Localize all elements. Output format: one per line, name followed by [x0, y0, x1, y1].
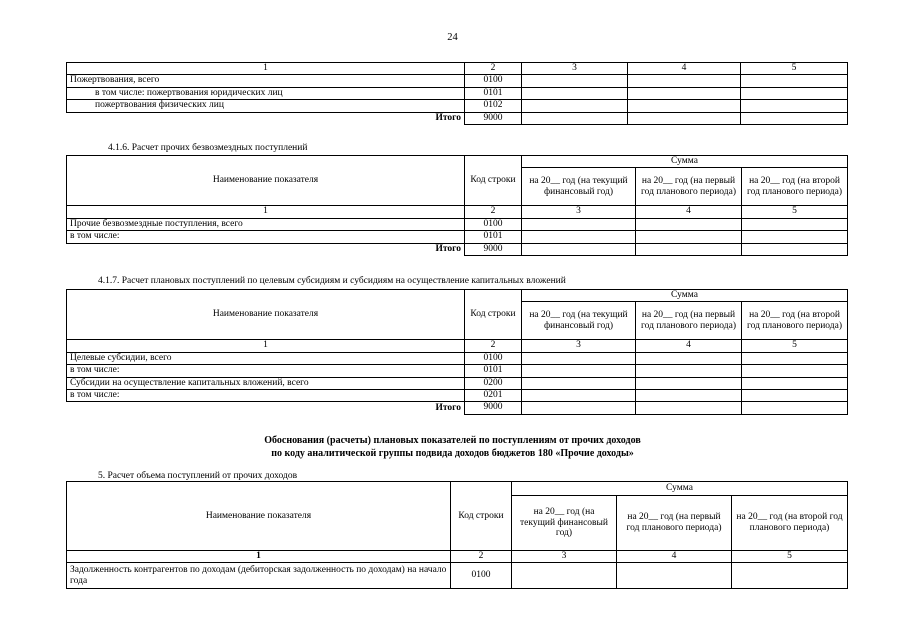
- cell-empty[interactable]: [636, 365, 742, 377]
- header-code: Код строки: [451, 482, 512, 551]
- total-label: Итого: [67, 112, 465, 124]
- table-row: [67, 352, 848, 364]
- col-number-4: 4: [617, 551, 732, 563]
- cell-empty[interactable]: [522, 377, 636, 389]
- table-row: [67, 100, 848, 112]
- other-free-receipts-table: [66, 155, 848, 256]
- row-code: 0200: [465, 377, 522, 389]
- cell-empty[interactable]: [628, 100, 741, 112]
- row-code: 0102: [465, 100, 522, 112]
- cell-empty[interactable]: [742, 365, 848, 377]
- col-number-4: 4: [636, 206, 742, 218]
- page-number: 24: [447, 32, 458, 43]
- total-row: [67, 402, 848, 414]
- cell-empty[interactable]: [732, 563, 848, 589]
- cell-empty[interactable]: [628, 87, 741, 99]
- col-number-5: 5: [741, 63, 848, 75]
- cell-empty[interactable]: [522, 218, 636, 230]
- row-name: в том числе:: [67, 231, 465, 243]
- header-name: Наименование показателя: [67, 156, 465, 206]
- section-caption-5: 5. Расчет объема поступлений от прочих доходов: [98, 471, 298, 481]
- row-code: 0201: [465, 389, 522, 401]
- table-row: [67, 87, 848, 99]
- col-number-3: 3: [512, 551, 617, 563]
- col-number-1: 1: [67, 551, 451, 563]
- col-number-2: 2: [451, 551, 512, 563]
- header-name: Наименование показателя: [67, 482, 451, 551]
- cell-empty[interactable]: [741, 112, 848, 124]
- col-number-1: 1: [67, 63, 465, 75]
- row-name: Задолженность контрагентов по доходам (дебиторская задолженность по доходам) на начало года: [67, 563, 451, 589]
- col-number-2: 2: [465, 63, 522, 75]
- header-sum: Сумма: [512, 482, 848, 496]
- col-number-2: 2: [465, 340, 522, 352]
- section-caption-4-1-7: 4.1.7. Расчет плановых поступлений по целевым субсидиям и субсидиям на осуществление капитальных вложений: [98, 276, 566, 286]
- header-year-second: на 20__ год (на второй год планового периода): [732, 496, 848, 551]
- row-code: 0100: [465, 75, 522, 87]
- col-number-3: 3: [522, 63, 628, 75]
- total-code: 9000: [465, 402, 522, 414]
- cell-empty[interactable]: [522, 100, 628, 112]
- header-year-first: на 20__ год (на первый год планового периода): [636, 302, 742, 340]
- table-row: [67, 377, 848, 389]
- col-number-3: 3: [522, 206, 636, 218]
- cell-empty[interactable]: [741, 100, 848, 112]
- donations-table: [66, 62, 848, 125]
- cell-empty[interactable]: [522, 75, 628, 87]
- subsidies-table: [66, 289, 848, 415]
- row-name: в том числе:: [67, 365, 465, 377]
- total-row: [67, 112, 848, 124]
- header-year-first: на 20__ год (на первый год планового периода): [617, 496, 732, 551]
- other-income-table: [66, 481, 848, 589]
- cell-empty[interactable]: [636, 389, 742, 401]
- header-sum: Сумма: [522, 156, 848, 168]
- col-number-1: 1: [67, 206, 465, 218]
- cell-empty[interactable]: [522, 365, 636, 377]
- row-code: 0100: [465, 218, 522, 230]
- cell-empty[interactable]: [617, 563, 732, 589]
- cell-empty[interactable]: [522, 352, 636, 364]
- row-code: 0101: [465, 231, 522, 243]
- cell-empty[interactable]: [636, 218, 742, 230]
- row-code: 0101: [465, 365, 522, 377]
- col-number-3: 3: [522, 340, 636, 352]
- cell-empty[interactable]: [742, 402, 848, 414]
- table-row: [67, 218, 848, 230]
- cell-empty[interactable]: [742, 243, 848, 255]
- cell-empty[interactable]: [741, 75, 848, 87]
- justification-heading-line-1: Обоснования (расчеты) плановых показателей по поступлениям от прочих доходов: [264, 435, 641, 446]
- cell-empty[interactable]: [522, 87, 628, 99]
- row-name: Субсидии на осуществление капитальных вложений, всего: [67, 377, 465, 389]
- cell-empty[interactable]: [522, 389, 636, 401]
- col-number-5: 5: [742, 340, 848, 352]
- total-row: [67, 243, 848, 255]
- header-sum: Сумма: [522, 290, 848, 302]
- header-code: Код строки: [465, 290, 522, 340]
- cell-empty[interactable]: [742, 377, 848, 389]
- cell-empty[interactable]: [628, 75, 741, 87]
- row-name: пожертвования физических лиц: [67, 100, 465, 112]
- header-year-current: на 20__ год (на текущий финансовый год): [522, 168, 636, 206]
- col-number-1: 1: [67, 340, 465, 352]
- cell-empty[interactable]: [742, 352, 848, 364]
- header-year-second: на 20__ год (на второй год планового периода): [742, 168, 848, 206]
- cell-empty[interactable]: [636, 402, 742, 414]
- table-row: [67, 75, 848, 87]
- row-code: 0100: [451, 563, 512, 589]
- header-year-first: на 20__ год (на первый год планового периода): [636, 168, 742, 206]
- row-name: в том числе: пожертвования юридических лиц: [67, 87, 465, 99]
- section-caption-4-1-6: 4.1.6. Расчет прочих безвозмездных поступлений: [108, 143, 308, 153]
- table-row: [67, 365, 848, 377]
- cell-empty[interactable]: [741, 87, 848, 99]
- total-code: 9000: [465, 243, 522, 255]
- total-label: Итого: [67, 402, 465, 414]
- cell-empty[interactable]: [522, 243, 636, 255]
- table-row: [67, 389, 848, 401]
- cell-empty[interactable]: [742, 389, 848, 401]
- col-number-2: 2: [465, 206, 522, 218]
- cell-empty[interactable]: [636, 352, 742, 364]
- row-name: Прочие безвозмездные поступления, всего: [67, 218, 465, 230]
- cell-empty[interactable]: [636, 231, 742, 243]
- row-code: 0101: [465, 87, 522, 99]
- header-code: Код строки: [465, 156, 522, 206]
- col-number-5: 5: [732, 551, 848, 563]
- header-year-second: на 20__ год (на второй год планового периода): [742, 302, 848, 340]
- row-code: 0100: [465, 352, 522, 364]
- table-row: [67, 231, 848, 243]
- total-label: Итого: [67, 243, 465, 255]
- cell-empty[interactable]: [522, 231, 636, 243]
- justification-heading-line-2: по коду аналитической группы подвида доходов бюджетов 180 «Прочие доходы»: [271, 448, 634, 459]
- header-year-current: на 20__ год (на текущий финансовый год): [512, 496, 617, 551]
- cell-empty[interactable]: [636, 243, 742, 255]
- cell-empty[interactable]: [742, 218, 848, 230]
- cell-empty[interactable]: [522, 402, 636, 414]
- row-name: Целевые субсидии, всего: [67, 352, 465, 364]
- col-number-4: 4: [636, 340, 742, 352]
- header-name: Наименование показателя: [67, 290, 465, 340]
- cell-empty[interactable]: [512, 563, 617, 589]
- total-code: 9000: [465, 112, 522, 124]
- table-row: [67, 563, 848, 589]
- cell-empty[interactable]: [628, 112, 741, 124]
- cell-empty[interactable]: [636, 377, 742, 389]
- col-number-4: 4: [628, 63, 741, 75]
- cell-empty[interactable]: [742, 231, 848, 243]
- row-name: в том числе:: [67, 389, 465, 401]
- cell-empty[interactable]: [522, 112, 628, 124]
- header-year-current: на 20__ год (на текущий финансовый год): [522, 302, 636, 340]
- col-number-5: 5: [742, 206, 848, 218]
- row-name: Пожертвования, всего: [67, 75, 465, 87]
